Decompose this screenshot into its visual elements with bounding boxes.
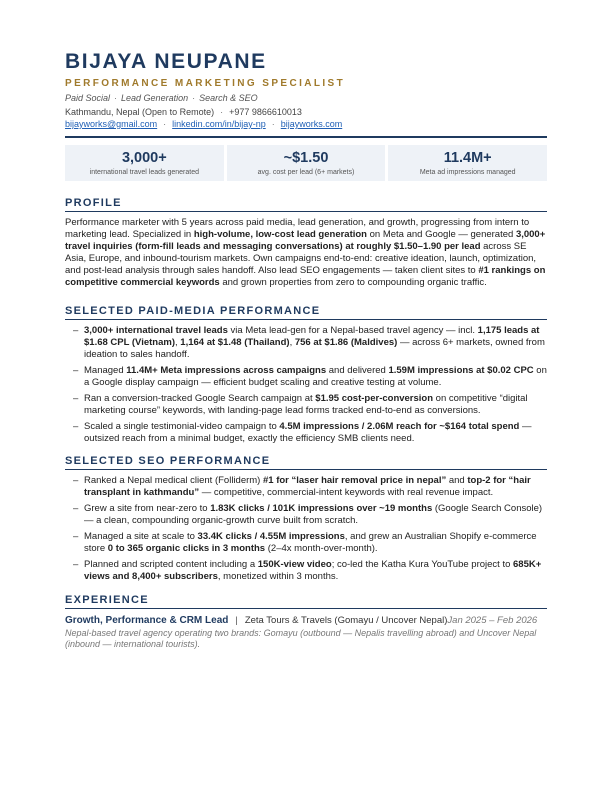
company-description: Nepal-based travel agency operating two brands: Gomayu (outbound — Nepalis travelling abroad) and Uncover Nepal (inbound — international tourists). (65, 627, 537, 649)
highlight: 1,175 leads at $1.68 CPL (Vietnam) (84, 324, 540, 348)
candidate-name: BIJAYA NEUPANE (65, 50, 267, 73)
tag: Paid Social (65, 93, 111, 103)
section-title-seo: SELECTED SEO PERFORMANCE (65, 454, 547, 470)
list-item (73, 531, 547, 555)
stat-value: 11.4M+ (443, 149, 492, 166)
text: across SE Asia, Europe, and inbound-tourism markets. Own campaigns end-to-end: creative ideation, launch, optimization, and post-lead analysis through sales handoff. Also lead SEO engagements — taken client sites to (65, 240, 537, 276)
stat-label: avg. cost per lead (6+ markets) (257, 168, 355, 176)
text: Managed (84, 364, 127, 376)
list-item (73, 559, 547, 583)
text: Ran a conversion-tracked Google Search campaign at (84, 392, 316, 404)
highlight: 1,164 at $1.48 (Thailand) (180, 336, 290, 348)
specialty-tags: Paid Social · Lead Generation · Search & SEO (65, 93, 258, 103)
stat-label: international travel leads generated (89, 168, 200, 176)
company-name: Zeta Tours & Travels (Gomayu / Uncover Nepal) (244, 614, 448, 626)
text: and grown properties from zero to compounding organic traffic. (219, 276, 487, 288)
stat-card (227, 145, 386, 181)
highlight: 150K-view video (257, 558, 332, 570)
location: Kathmandu, Nepal (Open to Remote) (65, 107, 215, 117)
stats-row (65, 145, 547, 181)
highlight: 3,000+ international travel leads (84, 324, 228, 336)
highlight: 33.4K clicks / 4.55M impressions (197, 530, 345, 542)
text: — competitive, commercial-intent keywords with real revenue impact. (199, 486, 494, 498)
list-item (73, 325, 547, 361)
contact-links: bijayworks@gmail.com · linkedin.com/in/bijay-np · bijayworks.com (65, 119, 343, 129)
experience-entry (65, 615, 547, 651)
text: Grew a site from near-zero to (84, 502, 211, 514)
phone-number: +977 9866610013 (229, 107, 302, 117)
list-item (73, 503, 547, 527)
stat-card (388, 145, 547, 181)
text: and delivered (326, 364, 389, 376)
stat-value: ~$1.50 (283, 149, 329, 166)
text: (Google Search Console) — a clean, compounding organic-growth curve built from scratch. (84, 502, 543, 526)
seo-list (65, 475, 547, 583)
job-heading: Growth, Performance & CRM Lead | Zeta Tours & Travels (Gomayu / Uncover Nepal)Jan 2025 – Feb 2026 (65, 614, 538, 626)
highlight: $1.95 cost-per-conversion (315, 392, 434, 404)
text: and (446, 474, 468, 486)
highlight: 0 to 365 organic clicks in 3 months (107, 542, 266, 554)
text: on competitive “digital marketing course” keywords, with landing-page lead forms tracked end-to-end as conversions. (84, 392, 528, 416)
highlight: 1.59M impressions at $0.02 CPC (388, 364, 534, 376)
text: — outsized reach from a minimal budget, exactly the efficiency SMB clients need. (84, 420, 532, 444)
email-link[interactable]: bijayworks@gmail.com (65, 119, 158, 129)
text: — across 6+ markets, owned from ideation to sales handoff. (84, 336, 545, 360)
section-title-paid-media: SELECTED PAID-MEDIA PERFORMANCE (65, 304, 547, 320)
text: Planned and scripted content including a (84, 558, 258, 570)
resume-header (65, 50, 547, 138)
paid-media-list (65, 325, 547, 445)
text: , and grew an Australian Shopify e-commerce store (84, 530, 537, 554)
highlight: 1.83K clicks / 101K impressions over ~19 months (210, 502, 433, 514)
text: Managed a site at scale to (84, 530, 198, 542)
highlight: 756 at $1.86 (Maldives) (294, 336, 398, 348)
tag: Lead Generation (121, 93, 189, 103)
text: Ranked a Nepal medical client (Folliderm) (84, 474, 263, 486)
text: , (175, 336, 181, 348)
highlight: 3,000+ travel inquiries (form-fill leads and messaging conversations) at roughly $1.50–1.90 per lead (65, 228, 546, 252)
text: Performance marketer with 5 years across paid media, lead generation, and growth, progressing from intern to marketing lead. Specialized in (65, 216, 530, 240)
text: on Meta and Google — generated (367, 228, 516, 240)
highlight: high-volume, low-cost lead generation (193, 228, 367, 240)
text: ; co-led the Katha Kura YouTube project to (331, 558, 514, 570)
stat-card (65, 145, 224, 181)
linkedin-link[interactable]: linkedin.com/in/bijay-np (172, 119, 266, 129)
list-item (73, 421, 547, 445)
highlight: #1 rankings on competitive commercial keywords (65, 264, 546, 288)
section-title-experience: EXPERIENCE (65, 593, 547, 609)
candidate-role: PERFORMANCE MARKETING SPECIALIST (65, 78, 346, 89)
highlight: #1 for “laser hair removal price in nepal” (263, 474, 447, 486)
stat-label: Meta ad impressions managed (419, 168, 516, 176)
highlight: top-2 for “hair transplant in kathmandu” (84, 474, 531, 498)
list-item (73, 475, 547, 499)
profile-paragraph (65, 217, 547, 289)
header-divider (65, 136, 547, 138)
job-dates: Jan 2025 – Feb 2026 (447, 614, 538, 626)
text: , (289, 336, 295, 348)
text: Scaled a single testimonial-video campaign to (84, 420, 280, 432)
text: via Meta lead-gen for a Nepal-based travel agency — incl. (227, 324, 478, 336)
website-link[interactable]: bijayworks.com (280, 119, 343, 129)
highlight: 4.5M impressions / 2.06M reach for ~$164 total spend (279, 420, 520, 432)
section-title-profile: PROFILE (65, 196, 547, 212)
text: (2–4x month-over-month). (265, 542, 378, 554)
highlight: 685K+ views and 8,400+ subscribers (84, 558, 542, 582)
list-item (73, 393, 547, 417)
stat-value: 3,000+ (121, 149, 167, 166)
text: , monetized within 3 months. (217, 570, 339, 582)
contact-line: Kathmandu, Nepal (Open to Remote) · +977 9866610013 (65, 107, 302, 117)
text: on a Google display campaign — efficient budget scaling and creative testing at volume. (84, 364, 547, 388)
tag: Search & SEO (199, 93, 258, 103)
job-title: Growth, Performance & CRM Lead (65, 614, 229, 626)
highlight: 11.4M+ Meta impressions across campaigns (126, 364, 327, 376)
list-item (73, 365, 547, 389)
